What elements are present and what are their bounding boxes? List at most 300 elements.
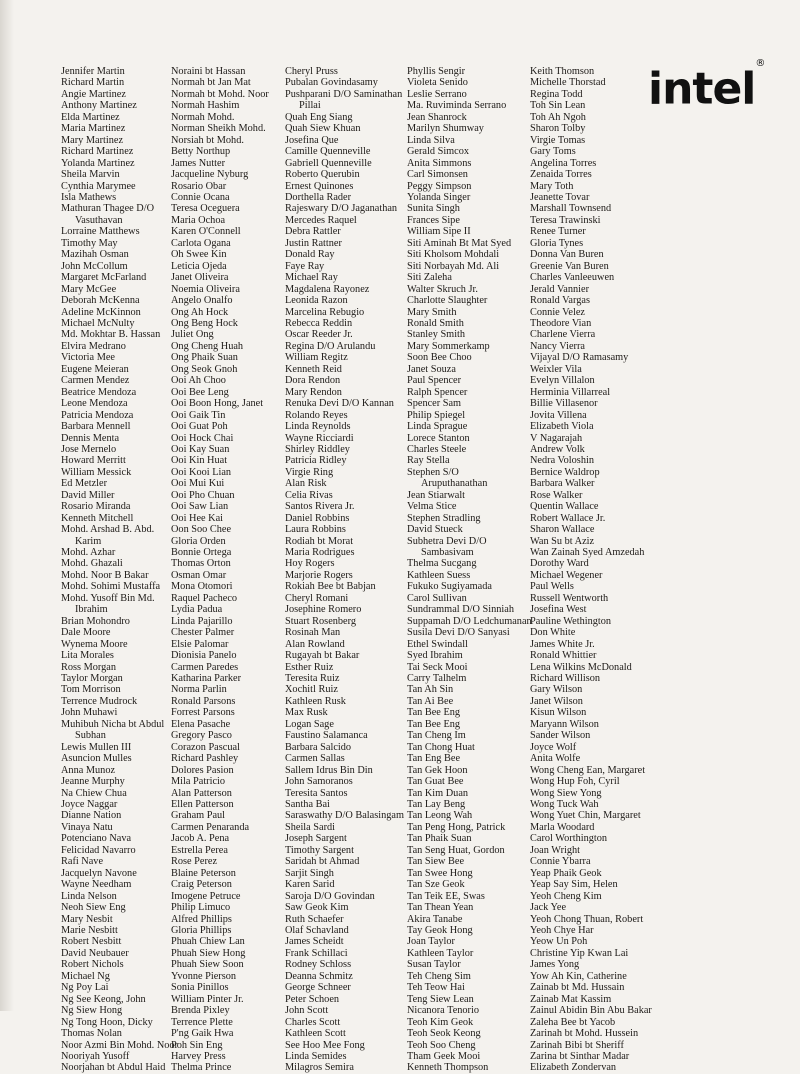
name-entry: Donald Ray (285, 249, 335, 261)
name-entry: Dennis Menta (61, 432, 120, 444)
name-entry: Santha Bai (285, 799, 330, 810)
name-entry: Harvey Press (171, 1050, 226, 1062)
name-entry: Michael Ray (285, 272, 338, 284)
name-entry: Tan Bee Eng (407, 707, 461, 719)
name-entry: Jean Stiarwalt (407, 489, 466, 501)
name-entry: Cynthia Marymee (61, 180, 136, 192)
name-entry: Jack Yee (530, 902, 567, 914)
name-entry: Vinaya Natu (61, 821, 113, 833)
name-entry: Stephen Stradling (407, 512, 481, 524)
name-entry: Joan Taylor (407, 936, 455, 948)
name-entry: Jerald Vannier (530, 283, 589, 295)
name-entry: Walter Skruch Jr. (407, 283, 478, 295)
name-entry: Barbara Salcido (285, 741, 352, 753)
name-entry: Michael McNulty (61, 317, 135, 329)
name-entry: Aruputhanathan (421, 478, 488, 490)
name-entry: Dolores Pasion (171, 764, 234, 776)
name-entry: Joseph Sargent (285, 833, 347, 845)
name-entry: Saw Geok Kim (285, 902, 349, 914)
name-entry: Ooi Kooi Lian (171, 466, 232, 478)
name-entry: Ooi Mui Kui (171, 478, 225, 490)
name-entry: Mohd. Noor B Bakar (61, 569, 149, 581)
name-entry: John Samoranos (285, 776, 353, 788)
name-entry: Rose Walker (530, 489, 583, 501)
name-entry: Ong Ah Hock (171, 306, 229, 318)
name-entry: Neoh Siew Eng (61, 902, 126, 914)
registered-mark: ® (755, 58, 765, 69)
name-entry: Raquel Pacheco (171, 592, 238, 604)
name-entry: Thomas Nolan (61, 1028, 122, 1040)
name-column-5 (530, 66, 652, 1074)
name-entry: P'ng Gaik Hwa (171, 1028, 234, 1040)
name-entry: Oscar Reeder Jr. (285, 329, 353, 341)
name-entry: Lydia Padua (171, 604, 223, 616)
name-entry: Linda Sprague (407, 421, 468, 433)
name-entry: Tan Guat Bee (407, 776, 464, 788)
name-entry: Yeow Un Poh (530, 936, 588, 948)
name-entry: Noor Azmi Bin Mohd. Noor (61, 1039, 178, 1051)
name-entry: Vasuthavan (75, 214, 123, 226)
name-entry: Mathuran Thagee D/O (61, 203, 155, 215)
name-entry: Saraswathy D/O Balasingam (285, 810, 404, 822)
name-entry: Theodore Vian (530, 317, 592, 329)
name-entry: Nooriyah Yusoff (61, 1050, 130, 1062)
name-entry: Poh Sin Eng (171, 1039, 223, 1051)
name-entry: Quah Eng Siang (285, 111, 353, 123)
name-entry: Potenciano Nava (61, 833, 132, 845)
name-entry: Josephine Romero (285, 604, 362, 616)
name-entry: Wong Hup Foh, Cyril (530, 776, 620, 788)
name-entry: Kathleen Scott (285, 1028, 346, 1040)
name-entry: Tom Morrison (61, 684, 121, 696)
name-entry: John McCollum (61, 260, 128, 272)
name-entry: Cheryl Romani (285, 592, 349, 604)
name-entry: Gary Toms (530, 146, 576, 158)
name-entry: Jeanette Tovar (530, 191, 590, 203)
name-entry: Janet Souza (407, 363, 456, 375)
name-entry: Linda Nelson (61, 890, 117, 902)
name-entry: Connie Ybarra (530, 856, 591, 868)
name-entry: Zenaida Torres (530, 169, 592, 181)
name-entry: Yvonne Pierson (171, 970, 237, 982)
name-entry: Thelma Sucgang (407, 558, 477, 570)
name-entry: Michael Ng (61, 970, 110, 982)
name-entry: Subhetra Devi D/O (407, 535, 487, 547)
name-entry: Violeta Senido (407, 77, 468, 89)
name-entry: Sambasivam (421, 547, 474, 559)
name-entry: Tan Chong Huat (407, 741, 475, 753)
name-entry: Gregory Pasco (171, 730, 232, 742)
name-entry: Tan Eng Bee (407, 753, 461, 765)
name-entry: Asuncion Mulles (61, 753, 132, 765)
name-entry: Normah Hashim (171, 100, 240, 112)
name-entry: Sonia Pinillos (171, 982, 229, 994)
name-entry: Robert Wallace Jr. (530, 512, 606, 524)
name-entry: Phuah Chiew Lan (171, 936, 245, 948)
name-entry: Anita Wolfe (530, 753, 581, 765)
name-entry: Juliet Ong (171, 329, 214, 341)
name-entry: Pillai (299, 100, 321, 112)
name-entry: Md. Mokhtar B. Hassan (61, 329, 161, 341)
name-entry: Jovita Villena (530, 409, 587, 421)
name-entry: Roberto Querubin (285, 169, 360, 181)
name-entry: Kathleen Rusk (285, 695, 346, 707)
name-entry: Kenneth Thompson (407, 1062, 489, 1074)
name-entry: Ellen Patterson (171, 799, 234, 810)
name-entry: Teresita Ruiz (285, 673, 340, 685)
name-entry: Sharon Tolby (530, 123, 586, 135)
name-entry: Maria Martinez (61, 123, 126, 135)
name-entry: Stanley Smith (407, 329, 466, 341)
name-entry: Yeoh Chye Har (530, 924, 594, 936)
name-entry: Renee Turner (530, 226, 586, 238)
name-entry: Quah Siew Khuan (285, 123, 361, 135)
name-entry: Vijayal D/O Ramasamy (530, 352, 629, 364)
name-entry: Margaret McFarland (61, 272, 147, 284)
name-entry: Taylor Morgan (61, 673, 123, 685)
name-entry: Sheila Sardi (285, 821, 336, 833)
name-entry: Yeap Say Sim, Helen (530, 879, 618, 891)
name-entry: Yolanda Martinez (61, 157, 135, 169)
name-entry: Marie Nesbitt (61, 924, 118, 936)
name-entry: Ong Beng Hock (171, 317, 238, 329)
name-entry: Jennifer Martin (61, 66, 125, 77)
name-entry: Faye Ray (285, 260, 325, 272)
name-entry: Camille Quenneville (285, 146, 371, 158)
name-entry: Mary McGee (61, 283, 117, 295)
name-entry: Mohd. Azhar (61, 547, 116, 559)
name-entry: Marjorie Rogers (285, 569, 353, 581)
name-entry: Rajeswary D/O Jaganathan (285, 203, 398, 215)
name-entry: Wong Siew Yong (530, 787, 602, 799)
name-entry: Leone Mendoza (61, 398, 128, 410)
name-entry: Teng Siew Lean (407, 993, 474, 1005)
name-entry: V Nagarajah (530, 432, 583, 444)
name-entry: Evelyn Villalon (530, 375, 595, 387)
name-entry: Deanna Schmitz (285, 970, 353, 982)
name-entry: Terrence Mudrock (61, 695, 138, 707)
name-entry: Peter Schoen (285, 993, 340, 1005)
name-entry: Mona Otomori (171, 581, 233, 593)
name-entry: Rodiah bt Morat (285, 535, 354, 547)
name-entry: Frank Schillaci (285, 947, 348, 959)
name-entry: Isla Mathews (61, 191, 117, 203)
name-entry: Siti Zaleha (407, 272, 452, 284)
name-entry: Robert Nesbitt (61, 936, 122, 948)
name-entry: Barbara Walker (530, 478, 595, 490)
name-entry: Joyce Naggar (61, 799, 118, 810)
name-entry: Oon Soo Chee (171, 524, 232, 536)
name-entry: Howard Merritt (61, 455, 126, 467)
name-entry: Tai Seck Mooi (407, 661, 468, 673)
name-entry: Phuah Siew Soon (171, 959, 244, 971)
name-entry: Olaf Schavland (285, 924, 349, 936)
name-entry: Tham Geek Mooi (407, 1050, 481, 1062)
name-entry: Muhibuh Nicha bt Abdul (61, 718, 165, 730)
name-entry: Susila Devi D/O Sanyasi (407, 627, 510, 639)
name-entry: Brian Mohondro (61, 615, 130, 627)
name-entry: Rosinah Man (285, 627, 341, 639)
name-entry: Debra Rattler (285, 226, 341, 238)
name-entry: Sunita Singh (407, 203, 460, 215)
name-entry: William Pinter Jr. (171, 993, 244, 1005)
name-entry: Charlene Vierra (530, 329, 596, 341)
name-entry: Dorothy Ward (530, 558, 589, 570)
name-entry: Timothy May (61, 237, 118, 249)
name-entry: Carmen Sallas (285, 753, 345, 765)
name-entry: Rebecca Reddin (285, 317, 353, 329)
name-entry: Thomas Orton (171, 558, 231, 570)
name-entry: Graham Paul (171, 810, 226, 822)
name-entry: Mohd. Yusoff Bin Md. (61, 592, 155, 604)
name-entry: Rafi Nave (61, 856, 104, 868)
intel-logo-text: intel (648, 63, 756, 115)
name-entry: Ng Tong Hoon, Dicky (61, 1016, 153, 1028)
name-entry: Lita Morales (61, 650, 114, 662)
name-entry: Michael Wegener (530, 569, 603, 581)
name-entry: Betty Northup (171, 146, 231, 158)
name-entry: Tan Gek Hoon (407, 764, 468, 776)
name-entry: Janet Oliveira (171, 272, 229, 284)
name-entry: Anita Simmons (407, 157, 472, 169)
name-entry: Ma. Ruviminda Serrano (407, 100, 507, 112)
name-entry: Yow Ah Kin, Catherine (530, 970, 627, 982)
name-entry: Carmen Paredes (171, 661, 239, 673)
name-entry: Ruth Schaefer (285, 913, 344, 925)
name-entry: Linda Pajarillo (171, 615, 233, 627)
name-entry: Teoh Seok Keong (407, 1028, 481, 1040)
name-entry: Yeoh Chong Thuan, Robert (530, 913, 644, 925)
name-entry: Richard Martin (61, 77, 125, 89)
name-entry: Deborah McKenna (61, 295, 140, 307)
name-entry: Josefina West (530, 604, 587, 616)
name-entry: Ed Metzler (61, 478, 108, 490)
name-entry: Dora Rendon (285, 375, 341, 387)
name-entry: William Regitz (285, 352, 348, 364)
name-entry: Ibrahim (75, 604, 108, 616)
name-entry: Mohd. Sohimi Mustaffa (61, 581, 161, 593)
name-entry: Janet Wilson (530, 695, 583, 707)
name-entry: Keith Thomson (530, 66, 595, 77)
name-entry: Stuart Rosenberg (285, 615, 357, 627)
name-entry: Corazon Pascual (171, 741, 240, 753)
name-entry: Norsiah bt Mohd. (171, 134, 244, 146)
name-entry: Jacqueline Nyburg (171, 169, 249, 181)
name-entry: Carry Talhelm (407, 673, 467, 685)
name-entry: Zarinah bt Mohd. Hussein (530, 1028, 639, 1040)
name-entry: Teoh Soo Cheng (407, 1039, 476, 1051)
name-entry: Tan Phaik Suan (407, 833, 472, 845)
name-entry: Santos Rivera Jr. (285, 501, 355, 513)
name-entry: Ooi Pho Chuan (171, 489, 235, 501)
name-entry: Angie Martinez (61, 88, 126, 100)
name-entry: Connie Ocana (171, 191, 230, 203)
name-entry: Felicidad Navarro (61, 844, 136, 856)
name-entry: William Sipe II (407, 226, 471, 238)
name-entry: Linda Silva (407, 134, 455, 146)
name-entry: Wayne Needham (61, 879, 132, 891)
name-entry: David Miller (61, 489, 115, 501)
name-entry: Ooi Saw Lian (171, 501, 229, 513)
name-entry: Jacob A. Pena (171, 833, 230, 845)
name-entry: Ng See Keong, John (61, 993, 146, 1005)
name-entry: Connie Velez (530, 306, 585, 318)
name-entry: Jose Mernelo (61, 443, 117, 455)
name-entry: Michelle Thorstad (530, 77, 606, 89)
name-entry: Toh Ah Ngoh (530, 111, 586, 123)
name-entry: Cheryl Pruss (285, 66, 338, 77)
name-entry: David Neubauer (61, 947, 129, 959)
name-entry: Ong Seok Gnoh (171, 363, 238, 375)
name-entry: Noraini bt Hassan (171, 66, 246, 77)
name-entry: Greenie Van Buren (530, 260, 609, 272)
name-entry: Magdalena Rayonez (285, 283, 370, 295)
name-entry: Ronald Whittier (530, 650, 597, 662)
name-entry: Dorthella Rader (285, 191, 352, 203)
name-entry: Tan Siew Bee (407, 856, 465, 868)
name-entry: Charles Scott (285, 1016, 341, 1028)
name-entry: Logan Sage (285, 718, 334, 730)
name-entry: Normah Mohd. (171, 111, 235, 123)
name-entry: Ooi Kay Suan (171, 443, 230, 455)
name-entry: Ross Morgan (61, 661, 117, 673)
name-entry: Alfred Phillips (171, 913, 232, 925)
name-entry: Regina D/O Arulandu (285, 340, 376, 352)
name-entry: Xochitl Ruiz (285, 684, 338, 696)
name-entry: Tan Kim Duan (407, 787, 469, 799)
name-entry: Charles Vanleeuwen (530, 272, 615, 284)
name-entry: Ooi Ah Choo (171, 375, 226, 387)
name-entry: Maria Rodrigues (285, 547, 355, 559)
name-entry: Lorraine Matthews (61, 226, 140, 238)
name-entry: Mary Smith (407, 306, 457, 318)
name-entry: Frances Sipe (407, 214, 460, 226)
name-entry: Velma Stice (407, 501, 457, 513)
name-entry: Alan Patterson (171, 787, 232, 799)
name-entry: Karim (75, 535, 102, 547)
name-entry: Ronald Parsons (171, 695, 236, 707)
name-entry: Zainul Abidin Bin Abu Bakar (530, 1005, 652, 1017)
name-entry: Marla Woodard (530, 821, 595, 833)
name-entry: Virgie Tomas (530, 134, 586, 146)
name-entry: Ooi Boon Hong, Janet (171, 398, 264, 410)
name-column-2 (171, 66, 269, 1074)
name-entry: Ethel Swindall (407, 638, 468, 650)
name-entry: Pauline Wethington (530, 615, 612, 627)
name-entry: Alan Risk (285, 478, 327, 490)
name-entry: Robert Nichols (61, 959, 124, 971)
name-entry: Gloria Tynes (530, 237, 584, 249)
name-entry: Yeap Phaik Geok (530, 867, 602, 879)
name-entry: Tan Seng Huat, Gordon (407, 844, 505, 856)
name-entry: Rosario Miranda (61, 501, 131, 513)
name-entry: Noorjahan bt Abdul Haid (61, 1062, 166, 1074)
name-entry: Adeline McKinnon (61, 306, 141, 318)
name-entry: Susan Taylor (407, 959, 461, 971)
name-entry: Normah bt Mohd. Noor (171, 88, 269, 100)
name-entry: Normah bt Jan Mat (171, 77, 251, 89)
name-entry: James Scheidt (285, 936, 344, 948)
name-entry: Elsie Palomar (171, 638, 229, 650)
name-entry: Marcelina Rebugio (285, 306, 365, 318)
name-entry: Peggy Simpson (407, 180, 472, 192)
name-entry: Elizabeth Zondervan (530, 1062, 617, 1074)
name-entry: Christine Yip Kwan Lai (530, 947, 629, 959)
name-entry: Mila Patricio (171, 776, 226, 788)
name-entry: Angelo Onalfo (171, 295, 233, 307)
name-entry: William Messick (61, 466, 132, 478)
name-entry: Dale Moore (61, 627, 111, 639)
name-entry: Carl Simonsen (407, 169, 468, 181)
name-entry: Joan Wright (530, 844, 581, 856)
name-entry: Sarjit Singh (285, 867, 334, 879)
name-entry: Toh Sin Lean (530, 100, 586, 112)
name-entry: Karen Sarid (285, 879, 335, 891)
name-entry: Herminia Villarreal (530, 386, 611, 398)
name-entry: Tan Ah Sin (407, 684, 454, 696)
name-entry: Sander Wilson (530, 730, 591, 742)
name-entry: Osman Omar (171, 569, 227, 581)
name-entry: Lewis Mullen III (61, 741, 132, 753)
name-entry: Ooi Gaik Tin (171, 409, 226, 421)
name-entry: Patricia Mendoza (61, 409, 134, 421)
name-entry: Suppamah D/O Ledchumanan (407, 615, 532, 627)
name-entry: Rokiah Bee bt Babjan (285, 581, 376, 593)
name-entry: Ronald Smith (407, 317, 464, 329)
name-entry: Yolanda Singer (407, 191, 471, 203)
name-entry: Tan Bee Eng (407, 718, 461, 730)
name-entry: Kathleen Suess (407, 569, 471, 581)
name-entry: See Hoo Mee Fong (285, 1039, 365, 1051)
name-entry: Sheila Marvin (61, 169, 120, 181)
name-entry: Saridah bt Ahmad (285, 856, 360, 868)
name-entry: Anna Munoz (61, 764, 116, 776)
name-entry: Jeanne Murphy (61, 776, 125, 788)
name-entry: Dianne Nation (61, 810, 122, 822)
name-entry: Kisun Wilson (530, 707, 587, 719)
name-entry: Daniel Robbins (285, 512, 350, 524)
name-entry: Ronald Vargas (530, 295, 590, 307)
name-entry: Philip Spiegel (407, 409, 466, 421)
name-entry: Angelina Torres (530, 157, 597, 169)
name-entry: Pubalan Govindasamy (285, 77, 378, 89)
name-entry: Rosario Obar (171, 180, 227, 192)
name-entry: Lena Wilkins McDonald (530, 661, 632, 673)
name-entry: Bernice Waldrop (530, 466, 600, 478)
name-entry: Syed Ibrahim (407, 650, 463, 662)
name-entry: Andrew Volk (530, 443, 585, 455)
name-entry: Tan Teik EE, Swas (407, 890, 485, 902)
name-entry: Blaine Peterson (171, 867, 236, 879)
name-entry: Laura Robbins (285, 524, 346, 536)
name-entry: Mary Nesbit (61, 913, 113, 925)
name-entry: Thelma Prince (171, 1062, 232, 1074)
name-entry: Charlotte Slaughter (407, 295, 488, 307)
name-entry: Marilyn Shumway (407, 123, 484, 135)
name-entry: Nedra Voloshin (530, 455, 594, 467)
name-entry: Carmen Penaranda (171, 821, 250, 833)
name-entry: Barbara Mennell (61, 421, 131, 433)
name-entry: Wan Zainah Syed Amzedah (530, 547, 645, 559)
name-entry: Dionisia Panelo (171, 650, 237, 662)
name-entry: Teresita Santos (285, 787, 348, 799)
name-entry: Eugene Meieran (61, 363, 129, 375)
name-entry: Mary Sommerkamp (407, 340, 490, 352)
name-entry: Carol Worthington (530, 833, 608, 845)
name-entry: Ray Stella (407, 455, 450, 467)
name-entry: Oh Swee Kin (171, 249, 227, 261)
name-entry: Elizabeth Viola (530, 421, 594, 433)
